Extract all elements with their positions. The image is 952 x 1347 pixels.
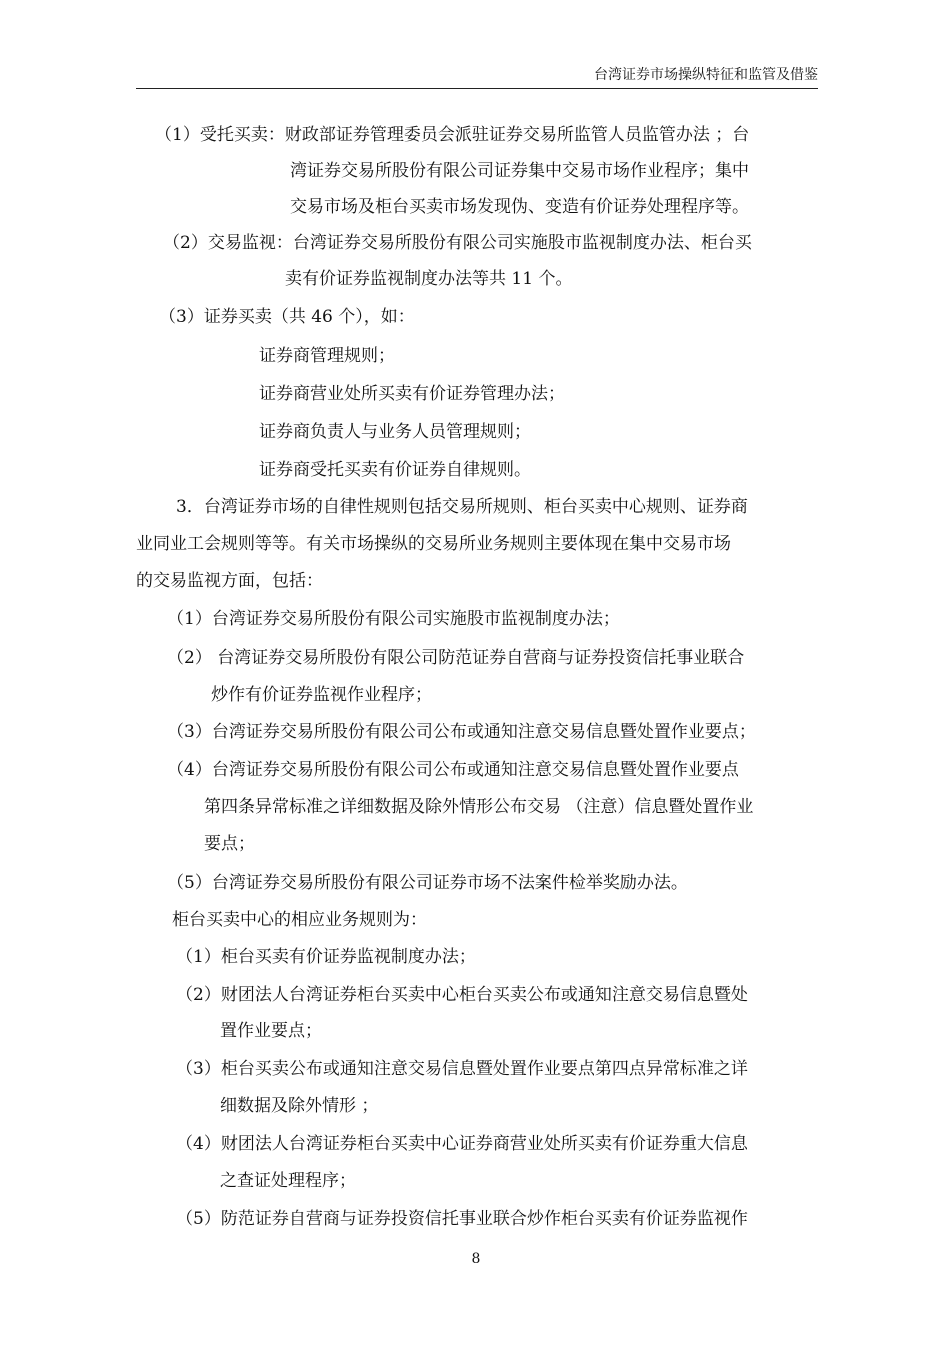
- text-line: （2）财团法人台湾证券柜台买卖中心柜台买卖公布或通知注意交易信息暨处: [176, 985, 748, 1005]
- text-line: 交易市场及柜台买卖市场发现伪、变造有价证券处理程序等。: [290, 197, 749, 217]
- text-line: 的交易监视方面，包括：: [136, 571, 323, 591]
- text-line: 业同业工会规则等等。有关市场操纵的交易所业务规则主要体现在集中交易市场: [136, 534, 731, 554]
- text-line: 3．台湾证券市场的自律性规则包括交易所规则、柜台买卖中心规则、证券商: [176, 497, 748, 517]
- text-line: （5）台湾证券交易所股份有限公司证券市场不法案件检举奖励办法。: [167, 873, 688, 893]
- text-line: 之查证处理程序；: [220, 1171, 356, 1191]
- text-line: 湾证券交易所股份有限公司证券集中交易市场作业程序；集中: [290, 161, 749, 181]
- text-line: （2）交易监视：台湾证券交易所股份有限公司实施股市监视制度办法、柜台买: [163, 233, 752, 253]
- text-line: （3）证券买卖（共 46 个），如：: [159, 307, 415, 327]
- text-line: （5）防范证券自营商与证券投资信托事业联合炒作柜台买卖有价证券监视作: [176, 1209, 748, 1229]
- header-title: 台湾证券市场操纵特征和监管及借鉴: [594, 67, 818, 83]
- page-number: 8: [471, 1251, 481, 1267]
- text-line: （4）台湾证券交易所股份有限公司公布或通知注意交易信息暨处置作业要点: [167, 760, 739, 780]
- text-line: （2） 台湾证券交易所股份有限公司防范证券自营商与证券投资信托事业联合: [167, 648, 745, 668]
- text-line: 炒作有价证券监视作业程序；: [211, 685, 432, 705]
- text-line: 证券商负责人与业务人员管理规则；: [259, 422, 531, 442]
- text-line: 要点；: [204, 834, 255, 854]
- text-line: 证券商管理规则；: [259, 346, 395, 366]
- text-line: 证券商受托买卖有价证券自律规则。: [259, 460, 531, 480]
- text-line: （1）台湾证券交易所股份有限公司实施股市监视制度办法；: [167, 609, 620, 629]
- text-line: （3）台湾证券交易所股份有限公司公布或通知注意交易信息暨处置作业要点；: [167, 722, 756, 742]
- text-line: 细数据及除外情形 ；: [220, 1096, 379, 1116]
- text-line: （1）受托买卖：财政部证券管理委员会派驻证券交易所监管人员监管办法 ；台: [155, 125, 750, 145]
- text-line: 证券商营业处所买卖有价证券管理办法；: [259, 384, 565, 404]
- text-line: 柜台买卖中心的相应业务规则为：: [172, 910, 427, 930]
- running-header: [136, 66, 818, 89]
- text-line: 置作业要点；: [220, 1021, 322, 1041]
- text-line: （1）柜台买卖有价证券监视制度办法；: [176, 947, 476, 967]
- text-line: 卖有价证券监视制度办法等共 11 个。: [285, 269, 573, 289]
- text-line: （4）财团法人台湾证券柜台买卖中心证券商营业处所买卖有价证券重大信息: [176, 1134, 748, 1154]
- text-line: 第四条异常标准之详细数据及除外情形公布交易 （注意）信息暨处置作业: [204, 797, 754, 817]
- text-line: （3）柜台买卖公布或通知注意交易信息暨处置作业要点第四点异常标准之详: [176, 1059, 748, 1079]
